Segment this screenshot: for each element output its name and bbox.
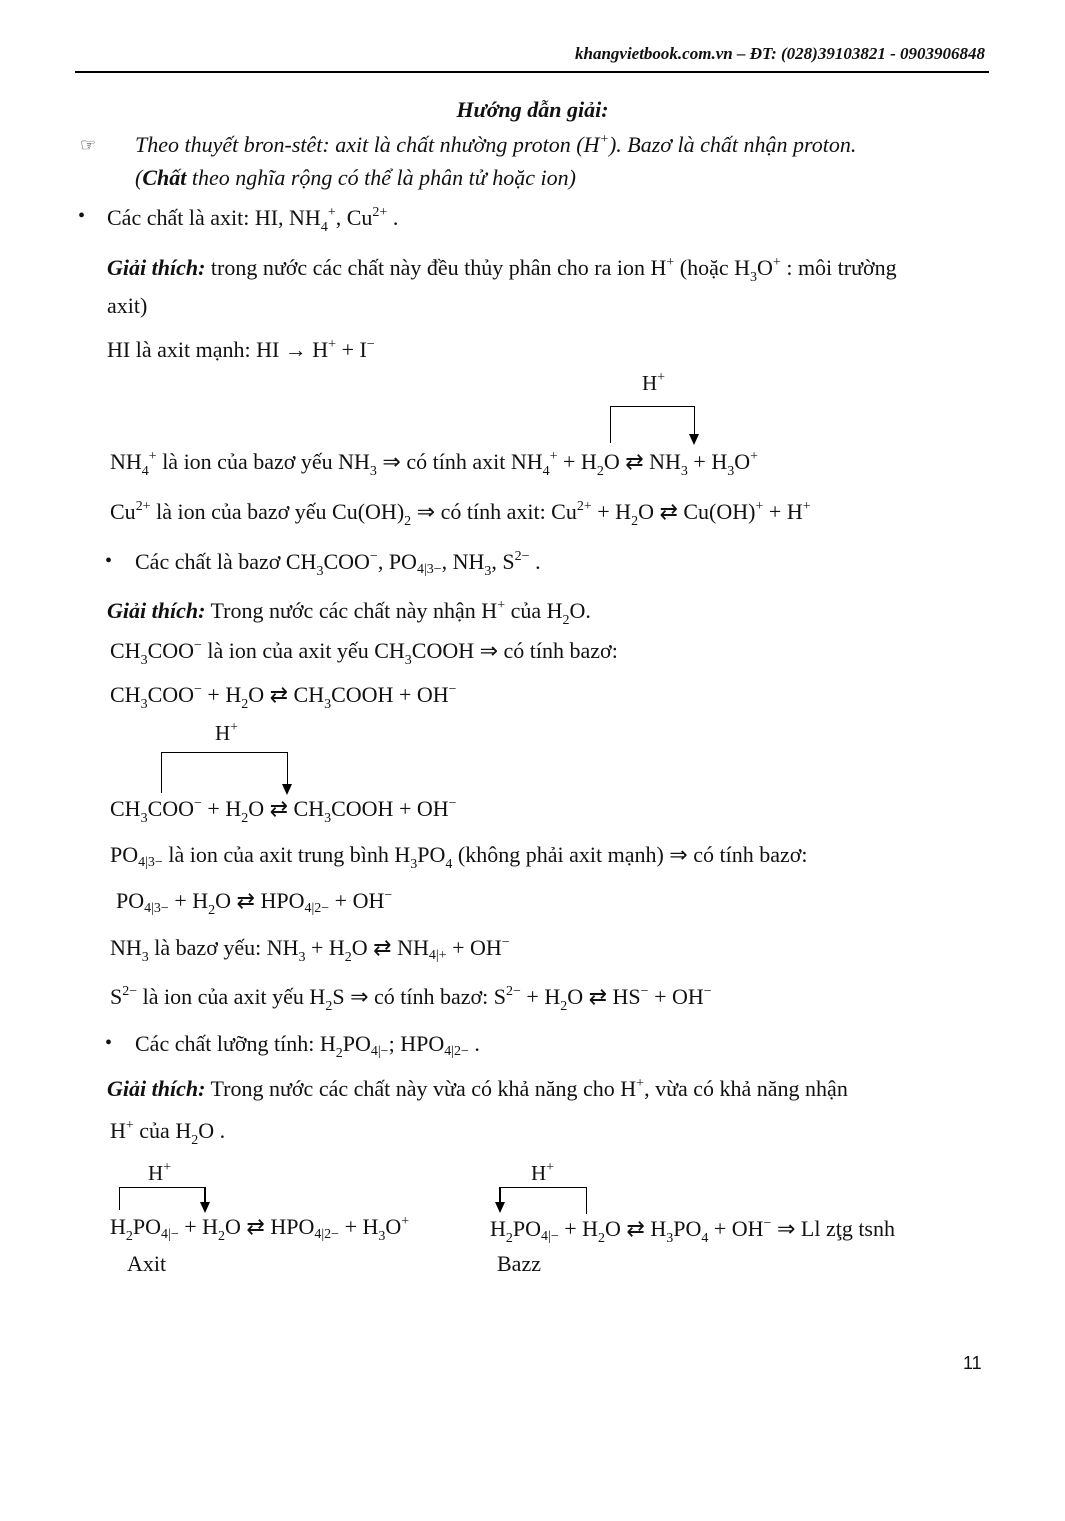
text: ⇒ có tính axit: Cu [411,499,577,524]
h-label: H [148,1161,164,1185]
bases-list [135,548,541,579]
text: : môi trường [780,255,897,280]
superscript: + [328,337,337,352]
superscript: + [125,1118,134,1133]
text: Các chất lưỡng tính: H [135,1031,336,1056]
text: COO [147,796,195,821]
acids-list [107,204,399,235]
ion-index-charge: 4|2− [304,901,330,916]
hi-line [107,336,375,364]
subscript: 2 [125,1229,133,1244]
text: . [387,205,399,230]
phosphate-equation [116,887,393,918]
pointing-hand-icon: ☞ [80,135,97,155]
subscript: 3 [369,464,377,479]
text: S [110,984,123,1009]
h-label: H [642,371,658,395]
superscript: 2− [514,549,530,564]
subscript: 2 [208,903,216,918]
text: là ion của bazơ yếu Cu(OH) [150,499,405,524]
superscript: + [148,449,157,464]
text: NH [110,449,142,474]
text: O ⇄ H [605,1216,667,1241]
text: , S [491,549,515,574]
subscript: 2 [191,1133,199,1148]
subscript: 3 [140,653,148,668]
amphoteric-explanation-cont [110,1117,226,1148]
plus-label: + [657,370,666,385]
text: + H [168,888,209,913]
subscript: 3 [484,564,492,579]
text: Cu [110,499,136,524]
superscript: 2+ [576,499,592,514]
text: là bazơ yếu: NH [148,935,299,960]
text: , NH [441,549,485,574]
emphasis-text: Chất [142,165,187,190]
subscript: 2 [218,1229,226,1244]
text: là ion của bazơ yếu NH [156,449,370,474]
ion-index-charge: 4|+ [428,948,447,963]
acid-caption: Axit [127,1251,167,1276]
ion-index-charge: 4|− [370,1044,389,1059]
superscript: + [401,1214,410,1229]
subscript: 2 [562,613,570,628]
text: + OH [648,984,704,1009]
text: (không phải axit mạnh) ⇒ có tính bazơ: [452,842,808,867]
text: Trong nước các chất này nhận H [205,598,498,623]
superscript: + [802,499,811,514]
text: S ⇒ có tính bazơ: S [332,984,506,1009]
subscript: 2 [325,999,333,1014]
text: O. [569,598,591,623]
superscript: − [448,796,457,811]
text: , Cu [335,205,373,230]
superscript: + [636,1076,645,1091]
plus-label: + [546,1160,555,1175]
subscript: 4 [320,220,328,235]
text: COO [147,682,195,707]
subscript: 3 [316,564,324,579]
text: ). Bazơ là chất nhận proton. [608,132,857,157]
proton-label [215,720,238,746]
arrow-down-icon [282,784,292,795]
sulfide-line [110,983,712,1014]
header-site-info: khangvietbook.com.vn – ĐT: (028)39103821 - 0903906848 [574,44,985,63]
text: O ⇄ NH [351,935,429,960]
subscript: 2 [631,514,639,529]
ion-index-charge: 4|− [161,1227,179,1242]
text: O ⇄ HPO [215,888,305,913]
text: CH [110,682,141,707]
text: + H [557,449,597,474]
acetate-line [110,637,618,668]
superscript: − [194,638,202,653]
text: + H [558,1216,599,1241]
superscript: − [369,549,378,564]
proton-label [531,1160,554,1186]
theory-line [135,131,856,159]
proton-transfer-bracket [500,1187,587,1214]
superscript: + [772,255,781,270]
text: CH [110,796,141,821]
emphasis-text: Giải thích: [107,255,206,280]
text: + H [591,499,632,524]
plus-label: + [163,1160,172,1175]
subscript: 3 [727,464,735,479]
superscript: 2− [122,984,138,999]
text: axit) [107,293,148,318]
ion-index-charge: 4|3− [138,855,163,870]
superscript: 2− [506,984,521,999]
superscript: + [666,255,675,270]
acids-explanation [107,254,897,285]
ion-index-charge: 4|2− [444,1044,469,1059]
subscript: 4 [445,857,453,872]
acetate-equation [110,681,457,712]
text: PO [512,1216,542,1241]
bullet-icon: • [105,550,113,572]
section-title: Hướng dẫn giải: [456,97,609,122]
page-number: 11 [963,1353,982,1373]
subscript: 4 [141,464,149,479]
plus-label: + [230,720,239,735]
subscript: 4 [701,1231,709,1246]
superscript: − [194,796,202,811]
subscript: 3 [750,270,758,285]
superscript: − [501,935,510,950]
text: COOH + OH [331,682,449,707]
text: + H [763,499,803,524]
base-caption: Bazz [497,1251,541,1276]
subscript: 2 [505,1231,513,1246]
text: H [110,1214,126,1239]
subscript: 3 [324,811,332,826]
text: + OH [708,1216,764,1241]
amphoteric-explanation [107,1075,848,1103]
proton-transfer-bracket [610,406,695,443]
text: (hoặc H [674,255,751,280]
subscript: 3 [298,950,306,965]
base-equation [490,1215,895,1246]
text: PO [132,1214,162,1239]
ion-index-charge: 4|2− [314,1227,340,1242]
text: O ⇄ NH [603,449,681,474]
text: của H [505,598,563,623]
bullet-icon: • [78,205,86,227]
superscript: − [763,1216,772,1231]
subscript: 2 [241,697,249,712]
text: NH [110,935,142,960]
superscript: 2+ [372,205,388,220]
text: H [490,1216,506,1241]
subscript: 3 [140,811,148,826]
text: O ⇄ CH [248,682,325,707]
superscript: − [448,682,457,697]
subscript: 3 [404,653,412,668]
emphasis-text: Giải thích: [107,1076,206,1101]
theory-note [135,164,576,192]
phosphate-line [110,841,808,872]
nh4-line [110,448,759,479]
text: ; HPO [388,1031,445,1056]
proton-transfer-bracket [161,752,288,793]
text: COOH ⇒ có tính bazơ: [411,638,618,663]
text: ⇒ có tính axit NH [376,449,543,474]
text: O ⇄ Cu(OH) [638,499,756,524]
subscript: 2 [560,999,568,1014]
text: + H [687,449,728,474]
text: HI là axit mạnh: HI → H [107,337,329,362]
text: Trong nước các chất này vừa có khả năng cho H [205,1076,637,1101]
text: PO [110,842,139,867]
text: O . [198,1118,226,1143]
text: trong nước các chất này đều thủy phân cho ra ion H [205,255,667,280]
text: ( [135,165,143,190]
text: + H [201,682,242,707]
proton-transfer-bracket [119,1187,206,1210]
subscript: 3 [324,697,332,712]
text: + H [520,984,561,1009]
subscript: 3 [141,950,149,965]
superscript: + [599,132,609,147]
superscript: + [327,205,336,220]
text: ⇒ Ll zţg tsnh [771,1216,895,1241]
acetate-equation-2 [110,795,457,826]
text: là ion của axit trung bình H [162,842,411,867]
subscript: 3 [410,857,418,872]
text: . [529,549,541,574]
subscript: 2 [598,1231,606,1246]
text: Theo thuyết bron-stêt: axit là chất nhường proton (H [135,132,600,157]
superscript: − [194,682,202,697]
emphasis-text: Giải thích: [107,598,206,623]
subscript: 3 [378,1229,386,1244]
proton-label [148,1160,171,1186]
text: của H [133,1118,192,1143]
subscript: 3 [666,1231,674,1246]
superscript: 2+ [135,499,151,514]
subscript: 2 [404,514,412,529]
text: + H [201,796,242,821]
text: + H [339,1214,379,1239]
text: + OH [329,888,385,913]
text: O ⇄ HS [567,984,641,1009]
text: + I [336,337,367,362]
text: O ⇄ CH [248,796,325,821]
text: + H [178,1214,219,1239]
text: CH [110,638,141,663]
arrow-down-icon [495,1202,505,1213]
text: O [734,449,751,474]
h-label: H [215,721,231,745]
text: O ⇄ HPO [225,1214,315,1239]
superscript: + [755,499,764,514]
acids-explanation-cont [107,292,147,320]
text: O [385,1214,402,1239]
text: là ion của axit yếu CH [201,638,405,663]
text: COO [147,638,195,663]
text: COOH + OH [331,796,449,821]
ammonia-line [110,934,510,965]
amphoteric-list [135,1030,480,1061]
subscript: 4 [542,464,550,479]
proton-label [642,370,665,396]
arrow-down-icon [689,434,699,445]
text: PO [673,1216,702,1241]
h-label: H [531,1161,547,1185]
text: COO [323,549,370,574]
text: PO [342,1031,371,1056]
text: H [110,1118,126,1143]
text: , PO [377,549,417,574]
ion-index-charge: 4|− [541,1229,559,1244]
superscript: + [549,449,558,464]
superscript: + [497,598,506,613]
text: theo nghĩa rộng có thể là phân tử hoặc ion) [186,165,576,190]
text: là ion của axit yếu H [137,984,326,1009]
superscript: − [366,337,375,352]
superscript: + [750,449,759,464]
bullet-icon: • [105,1032,113,1054]
header-rule [75,71,989,73]
cu-line [110,498,811,529]
superscript: − [384,888,393,903]
text: Các chất là bazơ CH [135,549,317,574]
text: PO [417,842,446,867]
subscript: 3 [140,697,148,712]
text: PO [116,888,145,913]
text: + OH [446,935,502,960]
subscript: 2 [335,1046,343,1061]
subscript: 3 [680,464,688,479]
bases-explanation [107,597,591,628]
text: . [468,1031,480,1056]
ion-index-charge: 4|3− [144,901,169,916]
text: + H [305,935,345,960]
subscript: 2 [344,950,352,965]
text: Các chất là axit: HI, NH [107,205,321,230]
superscript: − [640,984,649,999]
text: , vừa có khả năng nhận [644,1076,848,1101]
subscript: 2 [241,811,249,826]
ion-index-charge: 4|3− [416,562,442,577]
subscript: 2 [596,464,604,479]
superscript: − [703,984,712,999]
text: O [757,255,773,280]
arrow-down-icon [200,1202,210,1213]
acid-equation [110,1213,410,1244]
